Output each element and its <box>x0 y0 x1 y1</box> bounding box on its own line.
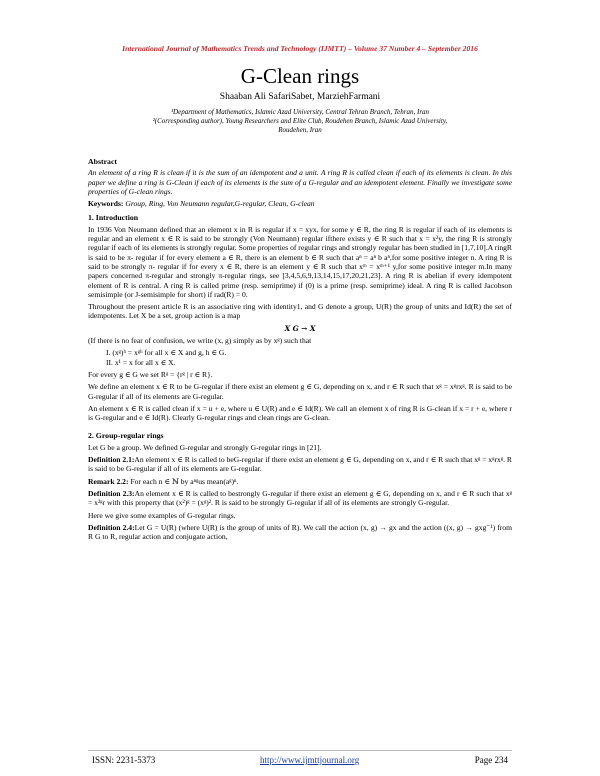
action-axioms <box>88 348 512 367</box>
intro-paragraph-4: For every g ∈ G we set Rᵍ = {rᵍ | r ∈ R}. <box>88 369 213 379</box>
journal-header: International Journal of Mathematics Trends and Technology (IJMTT) – Volume 37 Number 4 – September 2016 <box>122 44 478 53</box>
definition-2-3 <box>88 489 512 508</box>
remark-2-2-text: For each n ∈ ℕ by aⁿᵍus mean(aᵍ)ⁿ. <box>130 476 239 486</box>
definition-2-3-label: Definition 2.3: <box>88 488 135 498</box>
section-2-heading: 2. Group-regular rings <box>88 431 164 441</box>
intro-paragraph-3: (If there is no fear of confusion, we write (x, g) simply as by xᵍ) such that <box>88 336 312 346</box>
remark-2-2 <box>88 477 512 486</box>
keywords-text: Group, Ring, Von Neumann regular,G-regular, Clean, G-clean <box>125 199 315 209</box>
section2-paragraph-1: Let G be a group. We defined G-regular and strongly G-regular rings in [21]. <box>88 442 322 452</box>
intro-paragraph-1: In 1936 Von Neumann defined that an element x in R is regular if x = xyx, for some y ∈ R, the ring R is regular if each of its elements is regular and an element x ∈ R is said to be strongly (Von Neumann) regular ifthere exists y ∈ R such that x = x²y, the ring R is strongly regular if each of its elements is strongly regular. Some properties of regular rings and strongly regular has been studied in [1,7,10].A ringR is said to be π- regular if for every element a ∈ R, there is an element b ∈ R such that aⁿ = aⁿ b aⁿ,for some positive integer n. A ring R is said to be strongly π- regular if for every x ∈ R, there is an element y ∈ R such that xᵐ = xᵐ⁺¹ y,for some positive integer m.In many papers concerned π-regular and strongly π-regular rings, see [3,4,5,6,9,13,14,15,17,20,21,23]. A ring R is abelian if every idempotent element of R is central. A ring R is called prime (resp. semiprime) if (0) is a prime (resp. semiprime) ideal. A ring R is called Jacobson semisimple (or J-semisimple for short) if rad(R) = 0. <box>88 224 512 299</box>
paper-body <box>88 152 512 544</box>
intro-paragraph-5: We define an element x ∈ R to be G-regular if there exist an element g ∈ G, depending on x, and r ∈ R such that xᵍ = xᵍrxᵍ. R is said to be G-regular if all of its elements are G-regular. <box>88 382 512 401</box>
issn: ISSN: 2231-5373 <box>92 755 156 765</box>
axiom-2: II. x¹ = x for all x ∈ X. <box>106 357 176 367</box>
intro-paragraph-6: An element x ∈ R is called clean if x = u + e, where u ∈ U(R) and e ∈ Id(R). We call an element x of ring R is G-clean if x = r + e, where r is G-regular and e ∈ Id(R). Clearly G-regular rings and clean rings are G-clean. <box>88 403 512 423</box>
group-action-map: X G → X <box>284 323 316 333</box>
axiom-1: I. (xᵍ)ʰ = xᵍʰ for all x ∈ X and g, h ∈ G. <box>106 348 227 358</box>
page-footer <box>88 750 512 771</box>
affiliation-1: ¹Department of Mathematics, Islamic Azad University, Central Tehran Branch, Tehran, Iran <box>170 108 430 116</box>
affiliation-2: ²(Corresponding author), Young Researchers and Elite Club, Roudehen Branch, Islamic Azad University, Roudehen, Iran <box>152 117 448 134</box>
paper-title: G-Clean rings <box>240 64 360 88</box>
definition-2-4-text: Let G = U(R) (where U(R) is the group of units of R). We call the action (x, g) → gx and the action ((x, g) → gxg⁻¹) from R G to R, regular action and conjugate action, <box>88 522 513 542</box>
definition-2-4-label: Definition 2.4: <box>88 522 135 532</box>
definition-2-1-text: An element x ∈ R is called to beG-regular if there exist an element g ∈ G, depending on x, and r ∈ R such that xᵍ = xᵍrxᵍ. R is said to be G-regular if all of its elements are G-regular. <box>88 455 513 474</box>
intro-paragraph-2: Throughout the present article R is an associative ring with identity1, and G denote a group, U(R) the group of units and Id(R) the set of idempotents. Let X be a set, group action is a map <box>88 302 512 321</box>
keywords <box>88 199 512 208</box>
section2-paragraph-2: Here we give some examples of G-regular rings. <box>88 510 236 520</box>
definition-2-1 <box>88 455 512 474</box>
authors: Shaaban Ali SafariSabet, MarziehFarmani <box>219 92 381 102</box>
abstract-text: An element of a ring R is clean if it is the sum of an idempotent and a unit. A ring R is called clean if each of its elements is clean. In this paper we define a ring is G-Clean if each of its elements is the sum of a G-regular and an idempotent element. Finally we investigate some properties of G-clean rings. <box>88 168 512 196</box>
keywords-label: Keywords: <box>88 199 124 209</box>
definition-2-1-label: Definition 2.1: <box>88 455 135 465</box>
abstract-heading: Abstract <box>88 157 118 166</box>
page-number: Page 234 <box>474 755 508 765</box>
definition-2-3-text: An element x ∈ R is called to bestrongly G-regular if there exist an element g ∈ G, depending on x, and r ∈ R such that xᵍ = x²ᵍr with this property that (x²)ᵍ = (xᵍ)². R is said to be strongly G-regular if all of its elements are strongly G-regular. <box>88 488 512 508</box>
remark-2-2-label: Remark 2.2: <box>88 476 129 486</box>
journal-link[interactable]: http://www.ijmttjournal.org <box>260 755 360 765</box>
section-1-heading: 1. Introduction <box>88 213 139 223</box>
definition-2-4 <box>88 523 512 542</box>
